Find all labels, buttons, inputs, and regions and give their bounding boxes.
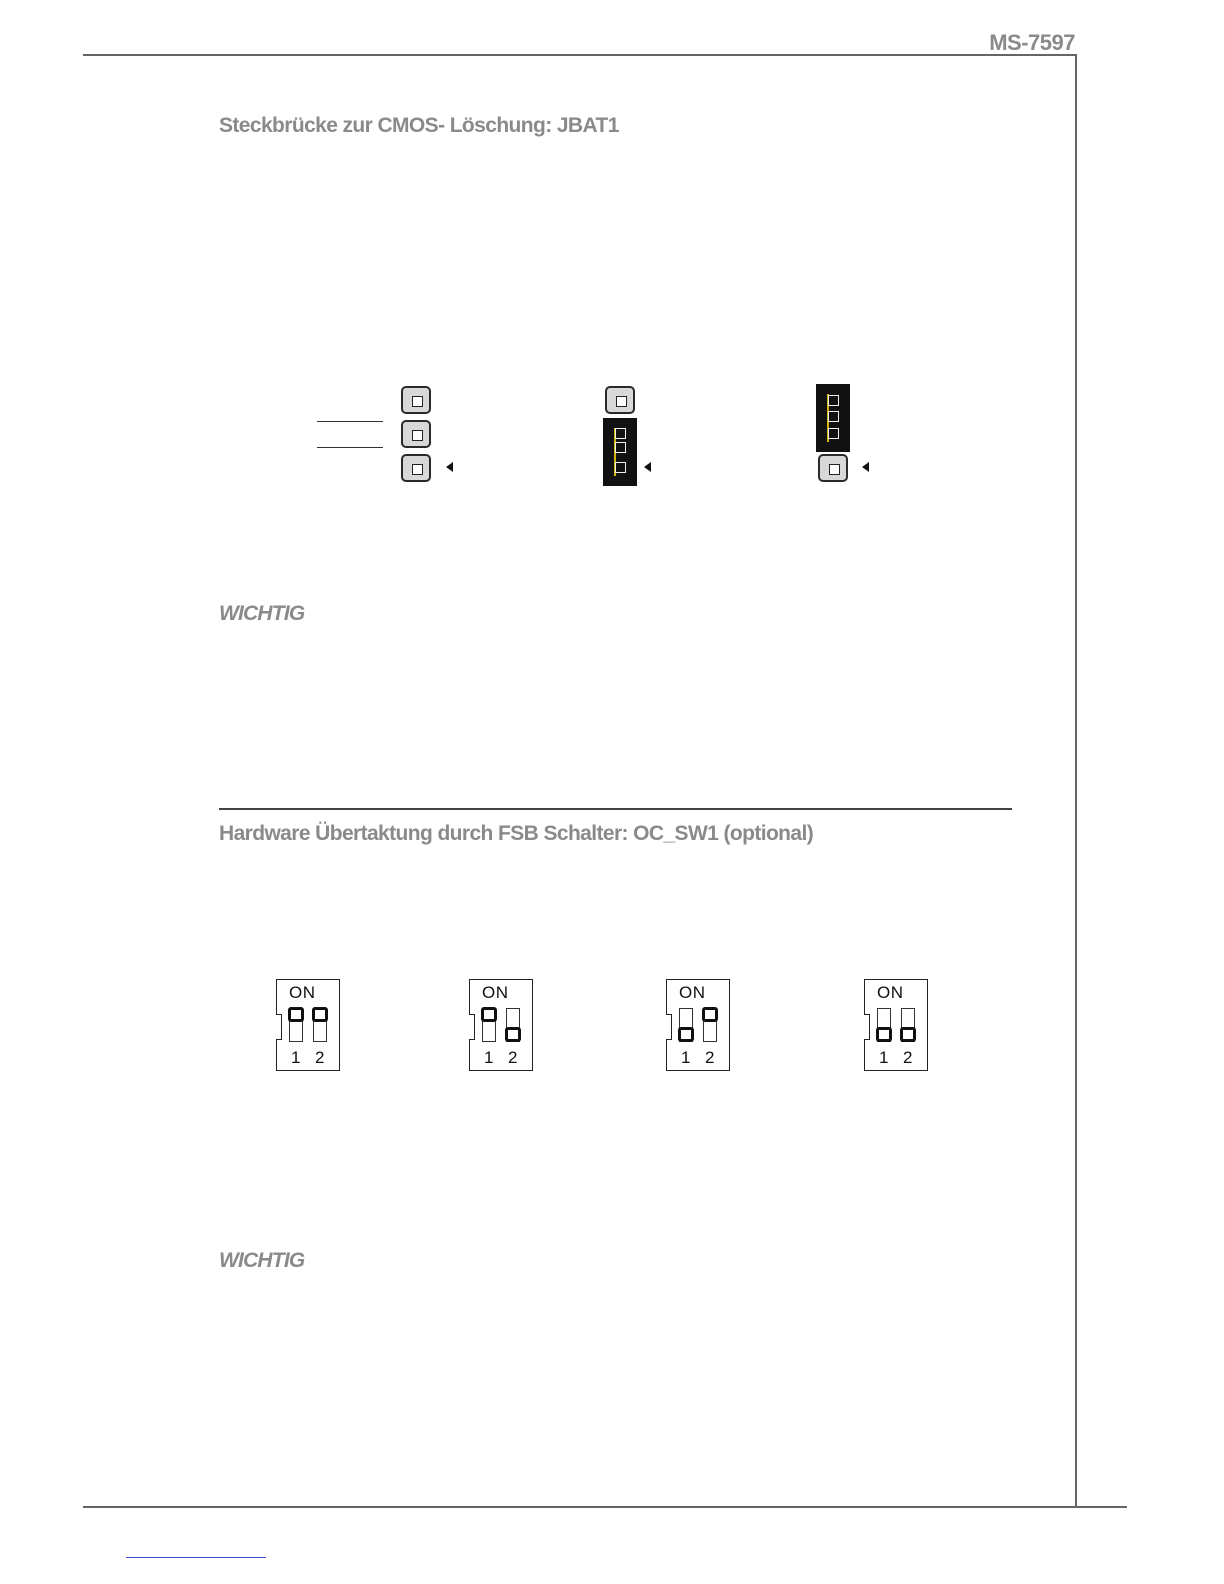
- jumper-pin-3: [605, 386, 635, 414]
- jumper-pin-3: [401, 386, 431, 414]
- important-heading: WICHTIG: [219, 1249, 305, 1272]
- dip-on-label: ON: [877, 983, 904, 1002]
- dip-number-1: 1: [484, 1048, 494, 1067]
- footer-rule: [83, 1506, 1127, 1508]
- dip-knob: [481, 1007, 497, 1022]
- dip-knob: [288, 1007, 304, 1022]
- header-rule: [83, 54, 1076, 56]
- dip-knob: [702, 1007, 718, 1022]
- dip-slot-2: [901, 1008, 915, 1042]
- dip-slot-1: [877, 1008, 891, 1042]
- jumper-pin-2: [401, 420, 431, 448]
- dip-knob: [678, 1027, 694, 1042]
- dip-number-1: 1: [879, 1048, 889, 1067]
- dip-knob: [876, 1027, 892, 1042]
- footer-link-underline: [126, 1557, 266, 1558]
- section-divider: [219, 808, 1012, 810]
- important-heading: WICHTIG: [219, 602, 305, 625]
- dip-switch: [666, 979, 730, 1071]
- dip-slot-2: [703, 1008, 717, 1042]
- right-margin-rule: [1075, 54, 1077, 1507]
- dip-knob: [900, 1027, 916, 1042]
- dip-number-2: 2: [315, 1048, 325, 1067]
- pin1-arrow-icon: [644, 462, 651, 472]
- jumper-cap: [603, 418, 637, 486]
- dip-knob: [505, 1027, 521, 1042]
- dip-switch: [864, 979, 928, 1071]
- oc-section-title: Hardware Übertaktung durch FSB Schalter: OC_SW1 (optional): [219, 822, 814, 845]
- jumper-pin-1: [401, 454, 431, 482]
- jumper-pin-1: [818, 454, 848, 482]
- dip-slot-2: [313, 1008, 327, 1042]
- dip-on-label: ON: [289, 983, 316, 1002]
- dip-knob: [312, 1007, 328, 1022]
- pin1-arrow-icon: [862, 462, 869, 472]
- dip-slot-1: [289, 1008, 303, 1042]
- jbat-section-title: Steckbrücke zur CMOS- Löschung: JBAT1: [219, 114, 619, 137]
- dip-on-label: ON: [482, 983, 509, 1002]
- jumper-leader-line: [317, 421, 383, 422]
- dip-number-2: 2: [508, 1048, 518, 1067]
- model-number: MS-7597: [989, 30, 1075, 55]
- jumper-cap: [816, 384, 850, 452]
- dip-number-1: 1: [291, 1048, 301, 1067]
- dip-switch: [469, 979, 533, 1071]
- dip-number-1: 1: [681, 1048, 691, 1067]
- jumper-leader-line: [317, 447, 383, 448]
- dip-slot-1: [679, 1008, 693, 1042]
- dip-on-label: ON: [679, 983, 706, 1002]
- pin1-arrow-icon: [446, 462, 453, 472]
- dip-slot-2: [506, 1008, 520, 1042]
- dip-number-2: 2: [903, 1048, 913, 1067]
- dip-slot-1: [482, 1008, 496, 1042]
- dip-number-2: 2: [705, 1048, 715, 1067]
- dip-switch: [276, 979, 340, 1071]
